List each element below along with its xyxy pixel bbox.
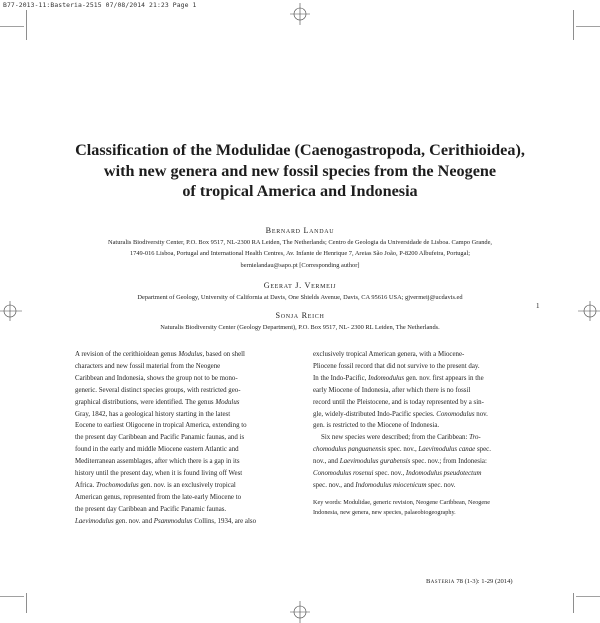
text-line: generic. Several distinct species groups, with restricted geo- (75, 386, 241, 394)
author-name: Bernard Landau (265, 226, 335, 235)
registration-mark-left (0, 299, 22, 323)
keywords-line: Indonesia, new genera, new species, palaeobiogeography. (313, 509, 456, 517)
affiliation-line: bernielandau@sapo.pt [Corresponding author] (240, 261, 360, 269)
text-line: Eocene to earliest Oligocene in tropical America, extending to (75, 422, 247, 430)
crop-mark-top-right (570, 0, 600, 40)
text-line: Gray, 1842, has a geological history starting in the latest (75, 410, 231, 418)
text-line: spec. nov., and Indomodulus miocenicum spec. nov. (313, 481, 456, 489)
text-line: history until the present day, when it is found living off West (75, 470, 243, 478)
keywords-line: Key words: Modulidae, generic revision, Neogene Caribbean, Neogene (313, 498, 490, 506)
author-affiliation (70, 292, 530, 303)
title-line: of tropical America and Indonesia (182, 182, 418, 200)
text-line: Caribbean and Indonesia, shows the group not to be mono- (75, 374, 238, 382)
text-line: nov., and Laevimodulus gurabensis spec. nov.; from Indonesia: (313, 458, 487, 466)
printer-slug: B77-2013-11:Basteria-2515 07/08/2014 21:23 Page 1 (3, 1, 197, 9)
text-line: characters and new fossil material from the Neogene (75, 362, 221, 370)
affiliation-line: Naturalis Biodiversity Center, P.O. Box 9517, NL-2300 RA Leiden, The Netherlands; Centro de Geologia da Universidade de Lisboa. Campo Grande, (107, 239, 493, 246)
registration-mark-right (578, 299, 600, 323)
crop-mark-top-left (0, 0, 30, 40)
crop-mark-bottom-right (570, 593, 600, 623)
text-line: Six new species were described; from the Caribbean: Tro- (321, 434, 481, 442)
text-line: Pliocene fossil record that did not survive to the present day. (313, 362, 480, 370)
title-line: Classification of the Modulidae (Caenogastropoda, Cerithioidea), (75, 141, 525, 159)
page-number: 1 (536, 302, 540, 310)
author-name: Sonja Reich (275, 311, 325, 320)
author-affiliation (70, 237, 530, 271)
affiliation-line: Department of Geology, University of California at Davis, One Shields Avenue, Davis, CA 95616 USA; gjvermeij@ucdavis.ed (137, 294, 463, 301)
registration-mark-top (288, 3, 312, 25)
text-line: In the Indo-Pacific, Indomodulus gen. nov. first appears in the (313, 374, 484, 382)
author-name: Geerat J. Vermeij (263, 281, 337, 290)
abstract-right-column (313, 349, 491, 519)
text-line: found in the early and middle Miocene eastern Atlantic and (75, 446, 239, 454)
text-line: gle, widely-distributed Indo-Pacific species. Conomodulus nov. (313, 410, 488, 418)
registration-mark-bottom (288, 601, 312, 623)
paper-title (55, 140, 545, 202)
text-line: American genus, represented from the late-early Miocene to (75, 493, 242, 501)
abstract-left-column (75, 349, 256, 528)
text-line: A revision of the cerithioidean genus Modulus, based on shell (75, 351, 245, 358)
affiliation-line: Naturalis Biodiversity Center (Geology Department), P.O. Box 9517, NL- 2300 RL Leiden, The Netherlands. (160, 324, 440, 331)
text-line: Mediterranean assemblages, after which there is a gap in its (75, 458, 240, 466)
text-line: chomodulus panguanensis spec. nov., Laevimodulus canae spec. (313, 446, 491, 454)
affiliation-line: 1749-016 Lisboa, Portugal and International Health Centres, Av. Infante de Henrique 7, Areias São João, P-8200 Albufeira, Portugal; (129, 250, 471, 258)
title-line: with new genera and new fossil species from the Neogene (103, 161, 497, 180)
author-affiliation (70, 322, 530, 333)
text-line: Laevimodulus gen. nov. and Psammodulus Collins, 1934, are also (75, 517, 257, 525)
text-line: exclusively tropical American genera, with a Miocene- (313, 351, 465, 358)
text-line: record until the Pleistocene, and is today represented by a sin- (313, 398, 484, 406)
crop-mark-bottom-left (0, 593, 30, 623)
text-line: early Miocene of Indonesia, after which there is no fossil (313, 386, 471, 394)
text-line: the present day Caribbean and Pacific Panamic faunas. (75, 505, 227, 513)
journal-citation: Basteria 78 (1-3): 1-29 (2014) (426, 578, 513, 585)
text-line: gen. is restricted to the Miocene of Indonesia. (313, 422, 440, 430)
text-line: Africa. Trochomodulus gen. nov. is an exclusively tropical (75, 481, 236, 489)
text-line: the present day Caribbean and Pacific Panamic faunas, and is (75, 434, 245, 442)
text-line: Conomodulus rosenui spec. nov., Indomodulus pseudotectum (313, 470, 482, 478)
text-line: graphical distributions, were identified. The genus Modulus (75, 398, 240, 406)
